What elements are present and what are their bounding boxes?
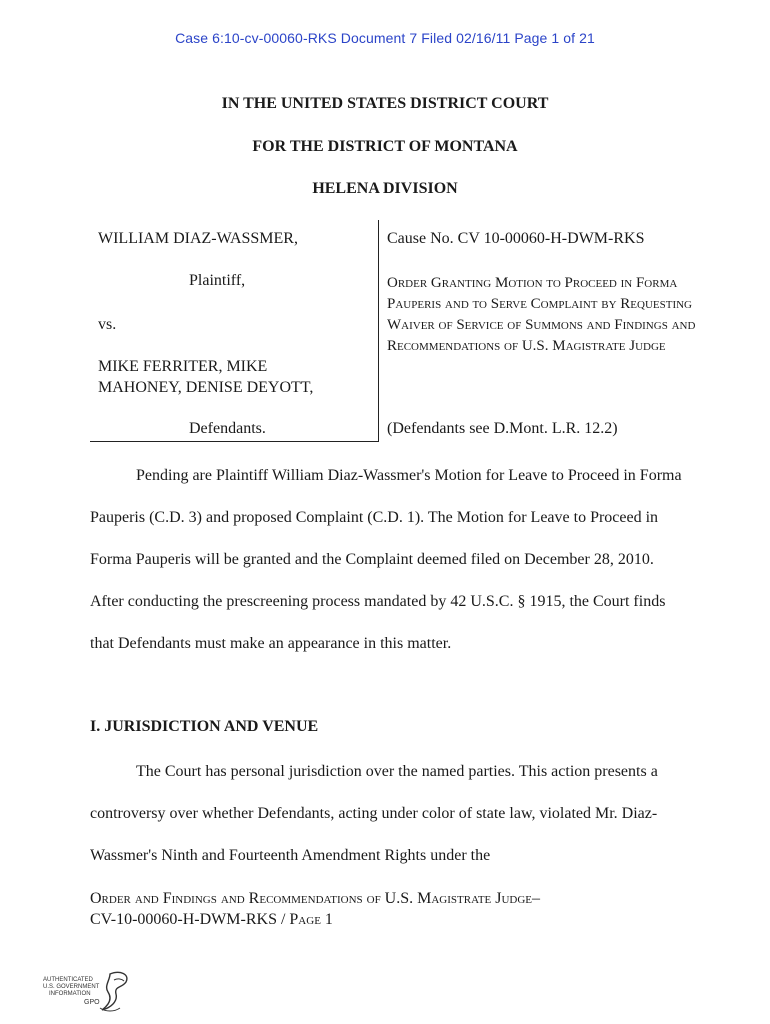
body-paragraph-1 [90,455,690,665]
body-paragraph-2 [90,751,690,877]
court-division: HELENA DIVISION [312,180,458,197]
paragraph-jurisdiction: The Court has personal jurisdiction over the named parties. This action presents a controversy over whether Defendants, acting under color of state law, violated Mr. Diaz-Wassmer's Ninth and Fourteenth Amendment Rights under the [90,763,658,864]
order-title: Order Granting Motion to Proceed in Forma Pauperis and to Serve Complaint by Requesting Waiver of Service of Summons and Findings and Recommendations of U.S. Magistrate Judge [387,275,696,354]
seal-text-1: AUTHENTICATED [43,977,93,983]
cause-number: Cause No. CV 10-00060-H-DWM-RKS [387,230,645,247]
section-heading-jurisdiction: I. JURISDICTION AND VENUE [90,718,319,735]
court-name: IN THE UNITED STATES DISTRICT COURT [221,95,549,112]
caption-horizontal-rule [90,441,379,442]
footer-case-page: CV-10-00060-H-DWM-RKS / Page 1 [90,911,333,928]
defendants-names [98,356,358,398]
seal-text-2: U.S. GOVERNMENT [43,984,100,990]
court-district: FOR THE DISTRICT OF MONTANA [252,138,518,155]
page-footer [90,888,540,930]
defendants-line-1: MIKE FERRITER, MIKE [98,358,268,375]
defendants-role: Defendants. [189,420,266,437]
plaintiff-role: Plaintiff, [189,272,246,289]
case-header-stamp: Case 6:10-cv-00060-RKS Document 7 Filed 02/16/11 Page 1 of 21 [175,30,595,46]
seal-text-4: GPO [84,999,100,1006]
seal-text-3: INFORMATION [49,991,91,997]
defendants-note: (Defendants see D.Mont. L.R. 12.2) [387,420,618,437]
versus-label: vs. [98,316,117,333]
paragraph-pending-motion: Pending are Plaintiff William Diaz-Wassmer's Motion for Leave to Proceed in Forma Pauperis (C.D. 3) and proposed Complaint (C.D. 1). The Motion for Leave to Proceed in Forma Pauperis will be granted and the Complaint deemed filed on December 28, 2010. After conducting the prescreening process mandated by 42 U.S.C. § 1915, the Court finds that Defendants must make an appearance in this matter. [90,467,682,652]
footer-title: Order and Findings and Recommendations of U.S. Magistrate Judge– [90,890,541,907]
gpo-authentication-seal [40,968,136,1016]
plaintiff-name: WILLIAM DIAZ-WASSMER, [98,230,298,247]
defendants-line-2: MAHONEY, DENISE DEYOTT, [98,379,314,396]
eagle-icon [100,972,127,1011]
caption-vertical-rule [378,220,379,442]
